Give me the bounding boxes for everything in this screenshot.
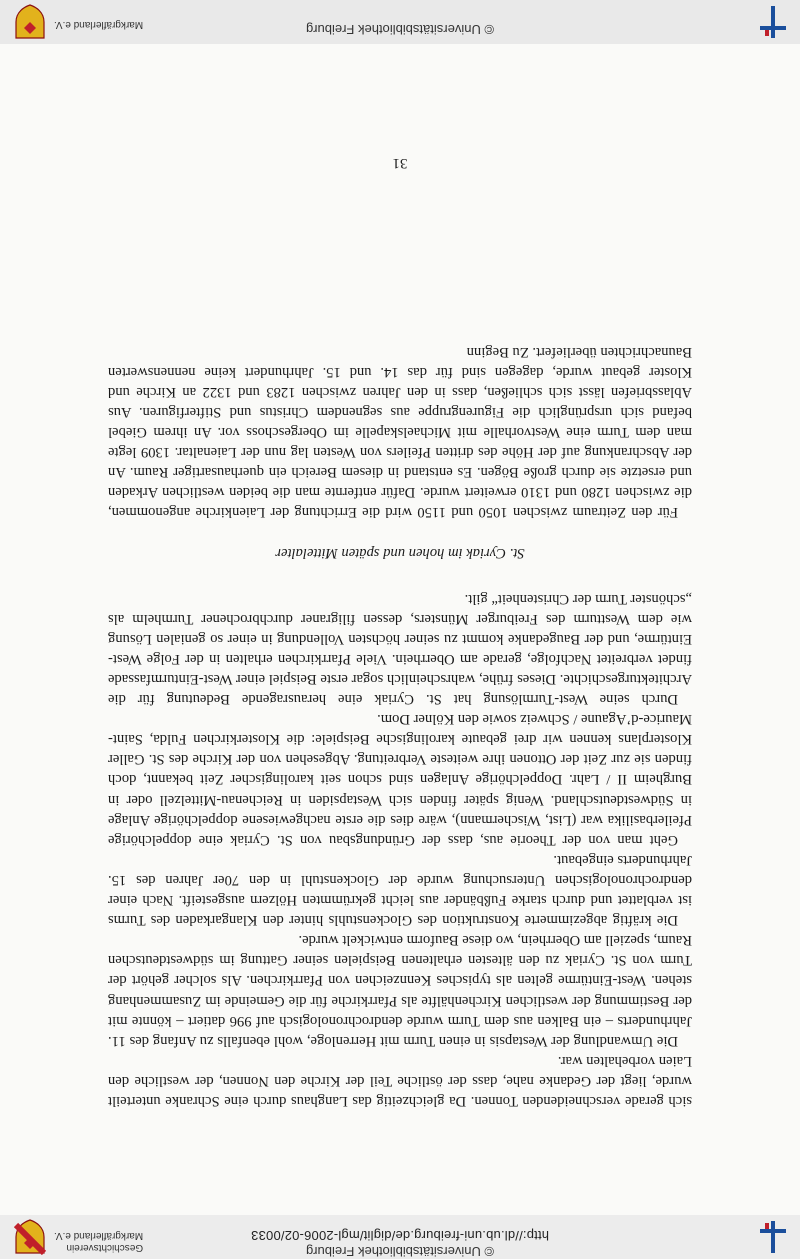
footer-bar <box>0 0 800 44</box>
footer-copyright: © Universitätsbibliothek Freiburg <box>305 22 495 37</box>
section-heading: St. Cyriak im hohen und späten Mittelalter <box>275 544 525 561</box>
association-label <box>54 1229 143 1253</box>
footer-association: Markgräflerland e.V. <box>54 19 144 30</box>
association-line-2: Markgräflerland e.V. <box>54 1230 144 1241</box>
permalink-url[interactable]: http://dl.ub.uni-freiburg.de/diglit/mgl-2006-02/0033 <box>250 1228 550 1243</box>
copyright-text: © Universitätsbibliothek Freiburg <box>305 1244 495 1259</box>
page-text <box>108 342 692 1111</box>
association-line-1: Geschichtsverein <box>66 1242 144 1253</box>
paragraph-5: Durch seine West-Turmlösung hat St. Cyriak eine herausragende Bedeutung für die Architekturgeschichte. Dieses frühe, wahrscheinlich sogar erste Beispiel einer West-Einturmfassade findet verbreitet Nachfolge, gerade am Oberrhein. Viele Pfarrkirchen erhalten in der Folge West-Eintürme, und der Baugedanke kommt zu seiner höchsten Vollendung in einer so genialen Lösung wie dem Westturm des Freiburger Münsters, dessen filigraner durchbrochener Turmhelm als „schönster Turm der Christenheit“ gilt. <box>108 590 692 708</box>
coat-of-arms-icon <box>14 1219 46 1255</box>
paragraph-6: Für den Zeitraum zwischen 1050 und 1150 wird die Errichtung der Laienkirche angenommen, die zwischen 1280 und 1310 erweitert wurde. Dafür entfernte man die beiden westlichen Arkaden und ersetzte sie durch große Bögen. Es entstand in diesem Bereich ein querhausartiger Raum. An der Abschrankung auf der Höhe des dritten Pfeilers von Westen lag nun der Laienaltar. 1309 legte man dem Turm eine Westvorhalle mit Michaelskapelle im Obergeschoss vor. An ihrem Giebel befand sich ursprünglich die Figurengruppe aus segnendem Christus und Stifterfiguren. Aus Ablassbriefen lässt sich schließen, dass in den Jahren zwischen 1283 und 1322 an Kirche und Kloster gebaut wurde, dagegen sind für das 14. und 15. Jahrhundert keine nennenswerten Baunachrichten überliefert. Zu Beginn <box>108 343 692 521</box>
paragraph-2: Die Umwandlung der Westapsis in einen Turm mit Herrenloge, wohl ebenfalls zu Anfang des 11. Jahrhunderts – ein Balken aus dem Turm wurde dendrochronologisch auf 996 datiert – könnte mit der Bestimmung der westlichen Kirchenhälfte als Pfarrkirche für die Gemeinde im Zusammenhang stehen. West-Eintürme gelten als typisches Kennzeichen von Pfarrkirchen. Als solcher gehört der Turm von St. Cyriak zu den ältesten erhaltenen Beispielen seiner Gattung im südwestdeutschen Raum, speziell am Oberrhein, wo diese Bauform entwickelt wurde. <box>108 932 692 1049</box>
page-number: 31 <box>392 155 408 171</box>
coat-of-arms-icon <box>14 4 46 40</box>
header-bar <box>0 1215 800 1259</box>
paragraph-1: sich gerade verschneidenden Tonnen. Da gleichzeitig das Langhaus durch eine Schranke unterteilt wurde, liegt der Gedanke nahe, dass der östliche Teil der Kirche den Nonnen, der westliche den Laien vorbehalten war. <box>108 1052 692 1109</box>
paragraph-3: Die kräftig abgezimmerte Konstruktion des Glockenstuhls hinter den Klangarkaden des Turms ist verblattet und durch starke Fußbänder aus leicht gekrümmten Hölzern ausgesteift. Nach einer dendrochronologischen Untersuchung wurde der Glockenstuhl in den 70er Jahren des 15. Jahrhunderts eingebaut. <box>108 851 692 929</box>
ub-freiburg-logo-icon <box>760 1221 786 1253</box>
paragraph-4: Geht man von der Theorie aus, dass der Gründungsbau von St. Cyriak eine doppelchörige Pfeilerbasilika war (List, Wischermann), wäre dies die erste nachgewiesene doppelchörige Anlage in Südwestdeutschland. Wenig später finden sich Westapsiden in Reichenau-Mittelzell oder in Burgheim II / Lahr. Doppelchörige Anlagen sind schon seit karolingischer Zeit bekannt, doch finden sie zur Zeit der Ottonen ihre weiteste Verbreitung. Abgesehen von der Kirche des St. Galler Klosterplans kennen wir drei gebaute karolingische Beispiele: die Klosterkirchen Fulda, Saint-Maurice-d’Agaune / Schweiz sowie den Kölner Dom. <box>108 711 692 848</box>
